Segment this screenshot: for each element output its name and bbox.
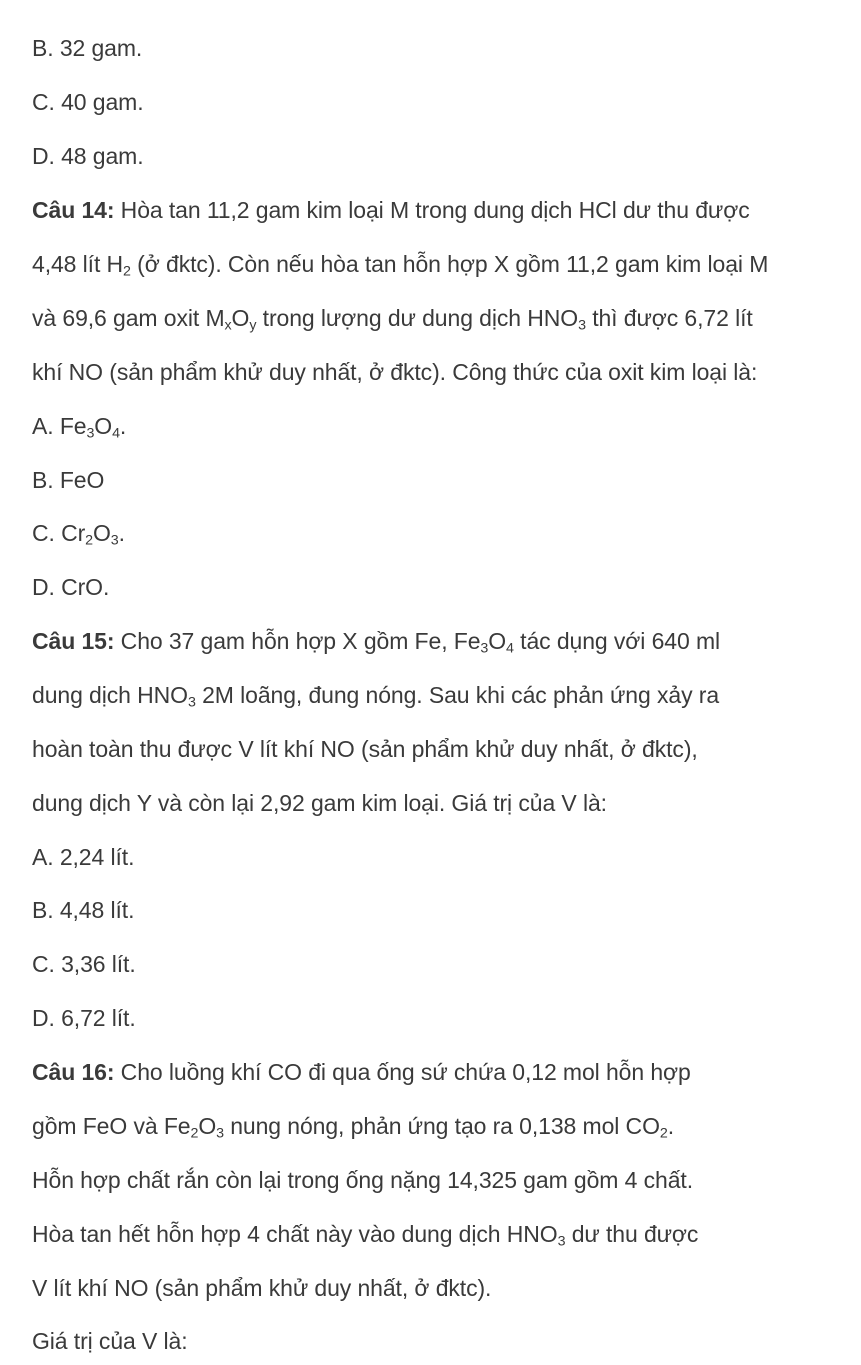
q15-line-2 — [32, 681, 719, 709]
q14-text-3a: và 69,6 gam oxit M — [32, 305, 225, 331]
q14-line-4: khí NO (sản phẩm khử duy nhất, ở đktc). Công thức của oxit kim loại là: — [32, 359, 758, 385]
q15-line-3: hoàn toàn thu được V lít khí NO (sản phẩm khử duy nhất, ở đktc), — [32, 736, 698, 762]
q15-option-b: B. 4,48 lít. — [32, 897, 135, 923]
q14-opt-c-sub1: 2 — [85, 532, 93, 549]
q15-text-1a: Cho 37 gam hỗn hợp X gồm Fe, Fe — [114, 628, 481, 654]
q14-text-2b: (ở đktc). Còn nếu hòa tan hỗn hợp X gồm 11,2 gam kim loại M — [130, 251, 769, 277]
q14-option-d: D. CrO. — [32, 574, 110, 600]
q14-text-1: Hòa tan 11,2 gam kim loại M trong dung dịch HCl dư thu được — [114, 197, 750, 223]
q14-sub-3: 3 — [578, 317, 586, 334]
q14-sub-x: x — [224, 317, 232, 334]
q14-text-3b: O — [231, 305, 250, 331]
prev-option-b: B. 32 gam. — [32, 35, 143, 61]
q15-text-2b: 2M loãng, đung nóng. Sau khi các phản ứng xảy ra — [195, 682, 720, 708]
q16-text-4b: dư thu được — [565, 1221, 699, 1247]
q15-line-1 — [32, 627, 720, 655]
q14-opt-a-text: A. Fe — [32, 413, 87, 439]
q15-sub-3: 3 — [187, 694, 196, 711]
q16-line-4 — [32, 1220, 698, 1248]
q16-text-2d: . — [667, 1113, 674, 1139]
q14-line-2 — [32, 250, 768, 278]
q15-option-a: A. 2,24 lít. — [32, 844, 135, 870]
q16-line-5: V lít khí NO (sản phẩm khử duy nhất, ở đktc). — [32, 1275, 492, 1301]
q14-opt-a-sub2: 4 — [112, 425, 120, 442]
q16-sub-4: 3 — [557, 1233, 566, 1250]
q15-sub-1: 3 — [480, 640, 489, 657]
q14-opt-c-text-b: O — [93, 520, 111, 546]
q14-option-a — [32, 412, 126, 440]
q14-text-3d: thì được 6,72 lít — [585, 305, 753, 331]
q16-text-2c: nung nóng, phản ứng tạo ra 0,138 mol CO — [223, 1113, 660, 1139]
q16-sub-1: 2 — [190, 1125, 199, 1142]
q16-line-1 — [32, 1058, 691, 1086]
q15-option-c: C. 3,36 lít. — [32, 951, 136, 977]
q16-sub-2: 3 — [216, 1125, 224, 1142]
q14-line-1 — [32, 196, 750, 224]
q14-sub-y: y — [249, 317, 257, 334]
q16-sub-3: 2 — [659, 1125, 668, 1142]
q15-text-1b: O — [488, 628, 507, 654]
q16-line-2 — [32, 1112, 674, 1140]
q16-text-4a: Hòa tan hết hỗn hợp 4 chất này vào dung dịch HNO — [32, 1221, 558, 1247]
q15-label: Câu 15: — [32, 628, 115, 654]
q15-text-1c: tác dụng với 640 ml — [513, 628, 721, 654]
q14-opt-c-text-c: . — [118, 520, 125, 546]
q14-label: Câu 14: — [32, 197, 115, 223]
q16-text-2a: gồm FeO và Fe — [32, 1113, 191, 1139]
q16-label: Câu 16: — [32, 1059, 115, 1085]
q14-text-2a: 4,48 lít H — [32, 251, 124, 277]
q14-opt-c-sub2: 3 — [110, 532, 119, 549]
q14-opt-c-text: C. Cr — [32, 520, 86, 546]
prev-option-c: C. 40 gam. — [32, 89, 144, 115]
prev-option-d: D. 48 gam. — [32, 143, 144, 169]
q15-line-4: dung dịch Y và còn lại 2,92 gam kim loại. Giá trị của V là: — [32, 790, 607, 816]
q14-opt-a-text-c: . — [119, 413, 127, 439]
q14-line-3 — [32, 304, 753, 332]
q15-option-d: D. 6,72 lít. — [32, 1005, 136, 1031]
q14-opt-a-text-b: O — [94, 413, 113, 439]
q14-sub-2: 2 — [123, 263, 131, 280]
q16-line-6: Giá trị của V là: — [32, 1328, 188, 1354]
q14-option-c — [32, 519, 125, 547]
q14-option-b: B. FeO — [32, 467, 105, 493]
q16-text-2b: O — [198, 1113, 217, 1139]
q14-opt-a-sub1: 3 — [86, 425, 95, 442]
q16-text-1: Cho luồng khí CO đi qua ống sứ chứa 0,12 mol hỗn hợp — [114, 1059, 691, 1085]
q15-sub-2: 4 — [506, 640, 514, 657]
q14-text-3c: trong lượng dư dung dịch HNO — [256, 305, 579, 331]
q15-text-2a: dung dịch HNO — [32, 682, 188, 708]
q16-line-3: Hỗn hợp chất rắn còn lại trong ống nặng 14,325 gam gồm 4 chất. — [32, 1167, 693, 1193]
